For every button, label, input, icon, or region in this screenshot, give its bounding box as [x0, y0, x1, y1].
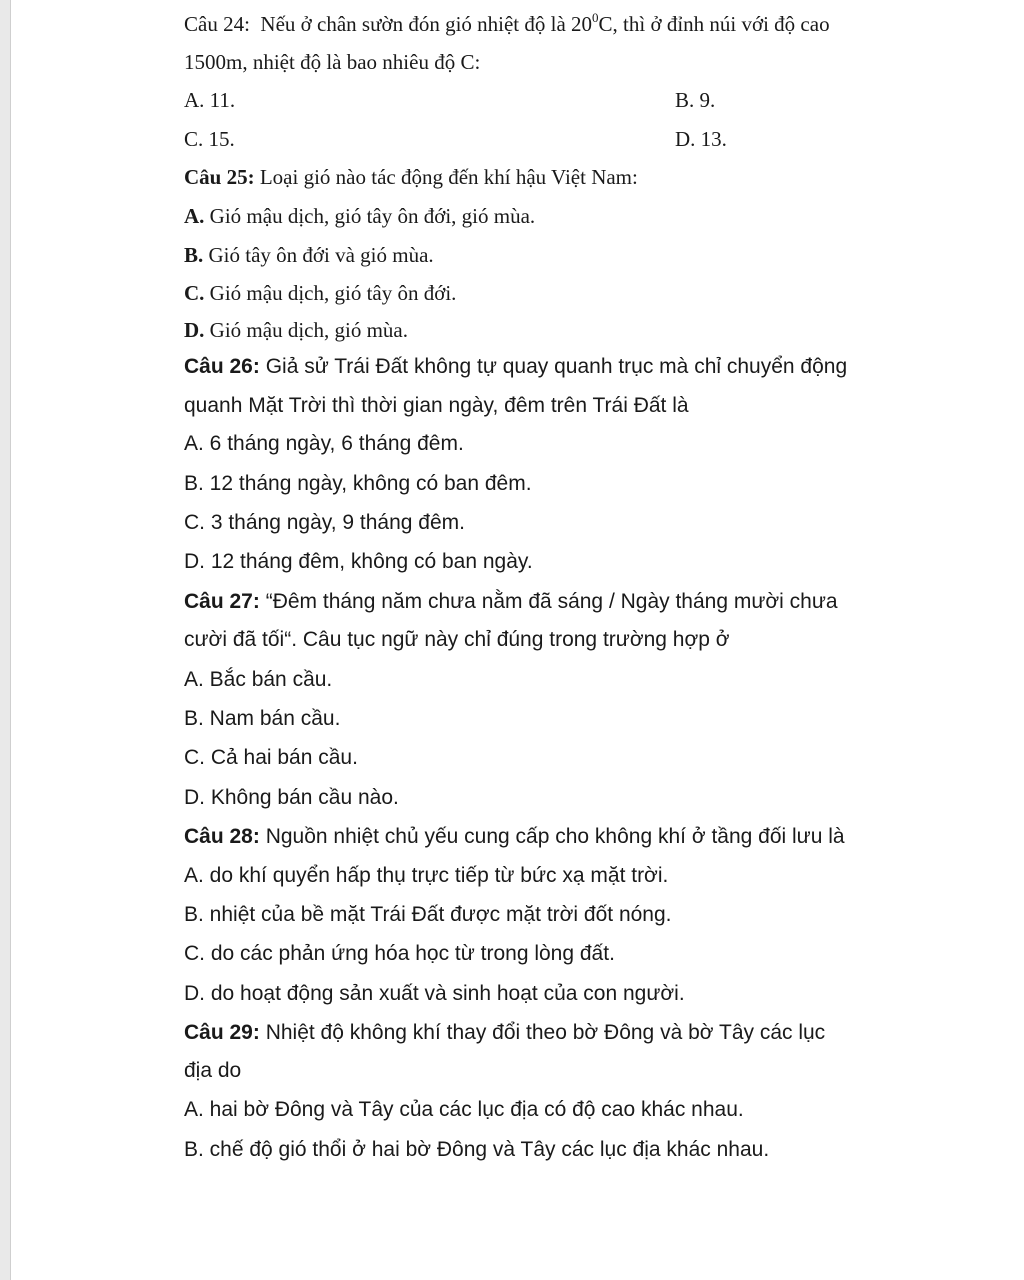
q26-line-2: quanh Mặt Trời thì thời gian ngày, đêm trên Trái Đất là [184, 394, 689, 417]
q27-line-1 [184, 590, 838, 614]
q25-option-c-text: Gió mậu dịch, gió tây ôn đới. [209, 281, 457, 305]
q25-option-d-key: D. [184, 318, 205, 342]
q25-option-b-key: B. [184, 243, 204, 267]
q26-text-1: Giả sử Trái Đất không tự quay quanh trục mà chỉ chuyển động [265, 355, 848, 378]
q27-label: Câu 27: [184, 590, 260, 613]
q29-option-b: B. chế độ gió thổi ở hai bờ Đông và Tây các lục địa khác nhau. [184, 1138, 770, 1161]
q25-question [184, 165, 638, 190]
q25-label: Câu 25: [184, 165, 255, 189]
q25-option-d-text: Gió mậu dịch, gió mùa. [209, 318, 408, 342]
q24-option-d: D. 13. [675, 127, 727, 151]
q24-line-2: 1500m, nhiệt độ là bao nhiêu độ C: [184, 50, 481, 74]
q26-line-1 [184, 355, 847, 379]
q27-line-2: cười đã tối“. Câu tục ngữ này chỉ đúng trong trường hợp ở [184, 628, 730, 651]
q25-option-d [184, 318, 408, 343]
q29-text-1: Nhiệt độ không khí thay đổi theo bờ Đông và bờ Tây các lục [265, 1021, 826, 1044]
document-page [10, 0, 1024, 1280]
q28-option-b: B. nhiệt của bề mặt Trái Đất được mặt trời đốt nóng. [184, 903, 672, 926]
q29-label: Câu 29: [184, 1021, 260, 1044]
q26-option-d: D. 12 tháng đêm, không có ban ngày. [184, 550, 533, 573]
q24-option-a: A. 11. [184, 88, 236, 112]
q26-option-c: C. 3 tháng ngày, 9 tháng đêm. [184, 511, 465, 534]
q28-text: Nguồn nhiệt chủ yếu cung cấp cho không khí ở tầng đối lưu là [265, 825, 845, 848]
q24-option-c: C. 15. [184, 127, 235, 151]
q28-label: Câu 28: [184, 825, 260, 848]
q25-option-c [184, 281, 456, 306]
q24-text-b: C, thì ở đỉnh núi với độ cao [598, 12, 830, 36]
q25-option-c-key: C. [184, 281, 205, 305]
q27-option-b: B. Nam bán cầu. [184, 707, 341, 730]
q25-option-b [184, 243, 434, 268]
q28-question [184, 825, 845, 849]
q25-text: Loại gió nào tác động đến khí hậu Việt Nam: [259, 165, 638, 189]
q27-option-d: D. Không bán cầu nào. [184, 786, 399, 809]
q24-degree-sup: 0 [592, 10, 599, 25]
q24-line-1 [184, 10, 830, 37]
q24-text-a: Nếu ở chân sườn đón gió nhiệt độ là 20 [260, 12, 593, 36]
q29-option-a: A. hai bờ Đông và Tây của các lục địa có độ cao khác nhau. [184, 1098, 744, 1121]
q25-option-a [184, 204, 535, 229]
q25-option-a-key: A. [184, 204, 205, 228]
q26-label: Câu 26: [184, 355, 260, 378]
q27-text-1: “Đêm tháng năm chưa nằm đã sáng / Ngày tháng mười chưa [265, 590, 838, 613]
q28-option-a: A. do khí quyển hấp thụ trực tiếp từ bức xạ mặt trời. [184, 864, 669, 887]
q29-line-1 [184, 1021, 825, 1045]
q25-option-b-text: Gió tây ôn đới và gió mùa. [208, 243, 434, 267]
q25-option-a-text: Gió mậu dịch, gió tây ôn đới, gió mùa. [209, 204, 536, 228]
q26-option-b: B. 12 tháng ngày, không có ban đêm. [184, 472, 532, 495]
q27-option-c: C. Cả hai bán cầu. [184, 746, 358, 769]
q27-option-a: A. Bắc bán cầu. [184, 668, 333, 691]
q24-option-b: B. 9. [675, 88, 716, 112]
q24-label: Câu 24: [184, 12, 250, 36]
q28-option-c: C. do các phản ứng hóa học từ trong lòng đất. [184, 942, 615, 965]
q29-line-2: địa do [184, 1059, 242, 1082]
q28-option-d: D. do hoạt động sản xuất và sinh hoạt của con người. [184, 982, 685, 1005]
q26-option-a: A. 6 tháng ngày, 6 tháng đêm. [184, 432, 464, 455]
